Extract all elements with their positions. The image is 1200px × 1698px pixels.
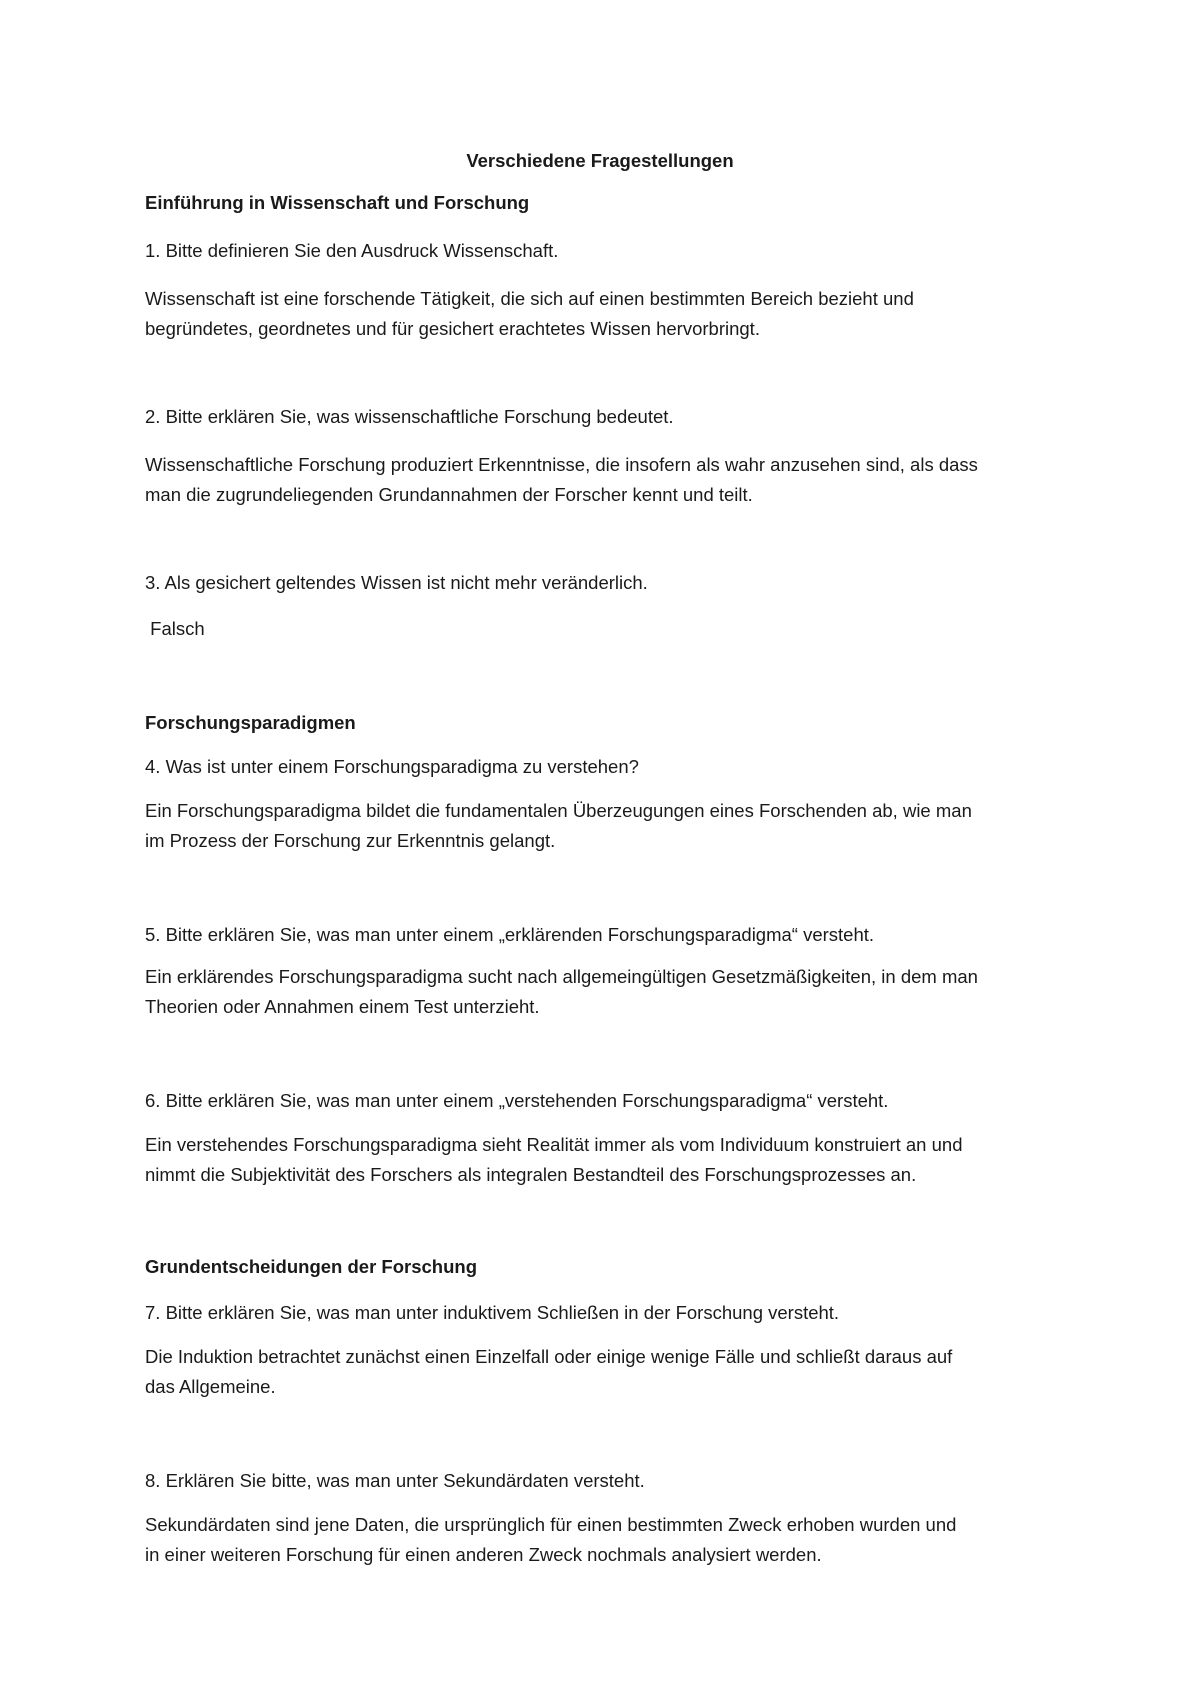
answer-line: nimmt die Subjektivität des Forschers als integralen Bestandteil des Forschungsprozesses an.	[145, 1164, 917, 1185]
answer-line: Ein verstehendes Forschungsparadigma sieht Realität immer als vom Individuum konstruiert an und	[145, 1134, 963, 1155]
section-heading: Einführung in Wissenschaft und Forschung	[145, 192, 530, 213]
question-8: 8. Erklären Sie bitte, was man unter Sekundärdaten versteht.	[145, 1470, 645, 1491]
question-3: 3. Als gesichert geltendes Wissen ist nicht mehr veränderlich.	[145, 572, 648, 593]
question-7: 7. Bitte erklären Sie, was man unter induktivem Schließen in der Forschung versteht.	[145, 1302, 840, 1323]
answer-line: Ein erklärendes Forschungsparadigma sucht nach allgemeingültigen Gesetzmäßigkeiten, in dem man	[145, 966, 978, 987]
question-2: 2. Bitte erklären Sie, was wissenschaftliche Forschung bedeutet.	[145, 406, 674, 427]
question-6: 6. Bitte erklären Sie, was man unter einem „verstehenden Forschungsparadigma“ versteht.	[145, 1090, 889, 1111]
answer-line: man die zugrundeliegenden Grundannahmen der Forscher kennt und teilt.	[145, 484, 753, 505]
answer-line: Die Induktion betrachtet zunächst einen Einzelfall oder einige wenige Fälle und schließt daraus auf	[145, 1346, 953, 1367]
answer-line: begründetes, geordnetes und für gesichert erachtetes Wissen hervorbringt.	[145, 318, 760, 339]
answer-line: im Prozess der Forschung zur Erkenntnis gelangt.	[145, 830, 556, 851]
answer-3: Falsch	[145, 618, 205, 639]
answer-line: Wissenschaftliche Forschung produziert Erkenntnisse, die insofern als wahr anzusehen sind, als dass	[145, 454, 978, 475]
question-4: 4. Was ist unter einem Forschungsparadigma zu verstehen?	[145, 756, 639, 777]
answer-line: Wissenschaft ist eine forschende Tätigkeit, die sich auf einen bestimmten Bereich bezieht und	[145, 288, 914, 309]
question-1: 1. Bitte definieren Sie den Ausdruck Wissenschaft.	[145, 240, 559, 261]
answer-7	[145, 1342, 1065, 1402]
answer-6	[145, 1130, 1065, 1190]
answer-line: in einer weiteren Forschung für einen anderen Zweck nochmals analysiert werden.	[145, 1544, 822, 1565]
answer-line: Sekundärdaten sind jene Daten, die ursprünglich für einen bestimmten Zweck erhoben wurden und	[145, 1514, 957, 1535]
question-5: 5. Bitte erklären Sie, was man unter einem „erklärenden Forschungsparadigma“ versteht.	[145, 924, 875, 945]
answer-line: Ein Forschungsparadigma bildet die fundamentalen Überzeugungen eines Forschenden ab, wie man	[145, 800, 972, 821]
answer-line: das Allgemeine.	[145, 1376, 276, 1397]
section-heading: Grundentscheidungen der Forschung	[145, 1256, 477, 1277]
answer-5	[145, 962, 1065, 1022]
answer-4	[145, 796, 1065, 856]
answer-line: Theorien oder Annahmen einem Test unterzieht.	[145, 996, 540, 1017]
answer-1	[145, 284, 1065, 344]
document-title: Verschiedene Fragestellungen	[466, 150, 734, 171]
answer-2	[145, 450, 1065, 510]
section-heading: Forschungsparadigmen	[145, 712, 356, 733]
answer-8	[145, 1510, 1065, 1570]
